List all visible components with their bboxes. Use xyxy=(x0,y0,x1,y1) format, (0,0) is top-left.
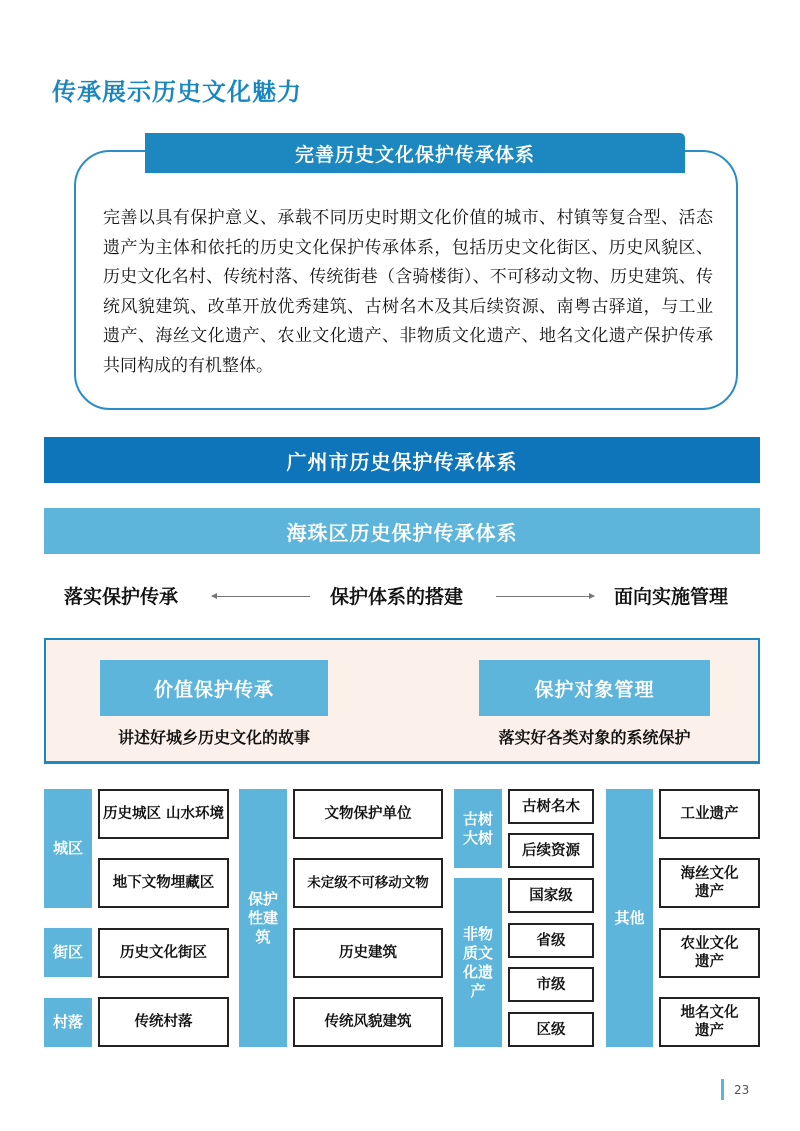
item-traditional-village: 传统村落 xyxy=(98,997,229,1047)
arrow-left-icon xyxy=(212,596,310,597)
page-number-accent xyxy=(721,1079,724,1100)
category-ancient-trees: 古树大树 xyxy=(454,789,502,868)
intro-text: 完善以具有保护意义、承载不同历史时期文化价值的城市、村镇等复合型、活态遗产为主体和依托的历史文化保护传承体系，包括历史文化街区、历史风貌区、历史文化名村、传统村落、传统街巷（含骑楼街）、不可移动文物、历史建筑、传统风貌建筑、改革开放优秀建筑、古树名木及其后续资源、南粤古驿道，与工业遗产、海丝文化遗产、农业文化遗产、非物质文化遗产、地名文化遗产保护传承共同构成的有机整体。 xyxy=(103,208,713,376)
item-agricultural-heritage: 农业文化遗产 xyxy=(659,928,760,978)
item-historic-block: 历史文化街区 xyxy=(98,928,229,978)
category-cunluo: 村落 xyxy=(44,998,92,1047)
flow-row xyxy=(0,582,800,612)
arrow-right-icon xyxy=(496,596,594,597)
intro-header: 完善历史文化保护传承体系 xyxy=(145,133,685,173)
district-system-bar: 海珠区历史保护传承体系 xyxy=(44,508,760,554)
category-others: 其他 xyxy=(606,789,653,1047)
category-protected-buildings: 保护性建筑 xyxy=(239,789,287,1047)
value-protection-subtitle: 讲述好城乡历史文化的故事 xyxy=(117,728,310,747)
value-protection-box: 价值保护传承 xyxy=(100,660,328,716)
item-place-name-heritage: 地名文化遗产 xyxy=(659,997,760,1047)
flow-left-label: 落实保护传承 xyxy=(64,586,179,608)
city-system-bar: 广州市历史保护传承体系 xyxy=(44,437,760,483)
page-number-text: 23 xyxy=(734,1082,750,1097)
value-panel xyxy=(44,638,760,764)
item-historic-building: 历史建筑 xyxy=(293,928,443,978)
item-city-level: 市级 xyxy=(508,967,594,1002)
item-provincial-level: 省级 xyxy=(508,923,594,958)
item-traditional-style-building: 传统风貌建筑 xyxy=(293,997,443,1047)
item-ungraded-relics: 未定级不可移动文物 xyxy=(293,858,443,908)
item-national-level: 国家级 xyxy=(508,878,594,913)
category-jiequ: 街区 xyxy=(44,928,92,977)
flow-center-label: 保护体系的搭建 xyxy=(330,586,464,608)
page-number xyxy=(721,1079,749,1100)
item-underground-relics: 地下文物埋藏区 xyxy=(98,858,229,908)
item-industrial-heritage: 工业遗产 xyxy=(659,789,760,839)
item-district-level: 区级 xyxy=(508,1012,594,1047)
item-famous-trees: 古树名木 xyxy=(508,789,594,824)
item-maritime-silk-heritage: 海丝文化遗产 xyxy=(659,858,760,908)
item-cultural-relic-unit: 文物保护单位 xyxy=(293,789,443,839)
category-chengqu: 城区 xyxy=(44,789,92,908)
item-historic-city: 历史城区 山水环境 xyxy=(98,789,229,839)
flow-right-label: 面向实施管理 xyxy=(614,586,729,608)
object-management-box: 保护对象管理 xyxy=(479,660,710,716)
item-successor-resources: 后续资源 xyxy=(508,833,594,868)
object-management-subtitle: 落实好各类对象的系统保护 xyxy=(498,728,691,747)
category-intangible-heritage: 非物质文化遗产 xyxy=(454,878,502,1047)
page-title: 传承展示历史文化魅力 xyxy=(52,78,302,106)
